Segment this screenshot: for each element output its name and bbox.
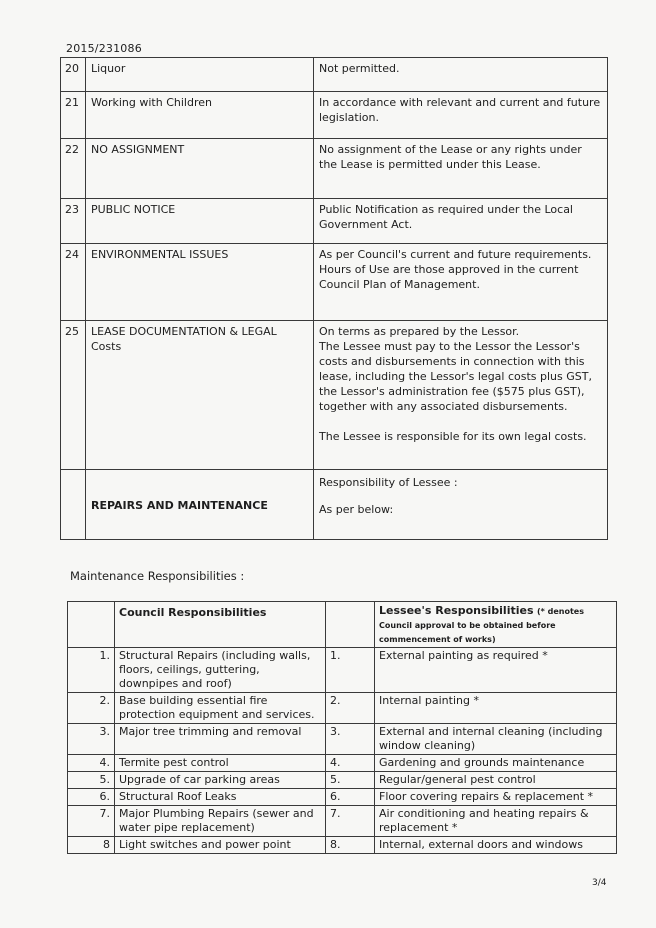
table-row [68, 806, 617, 837]
council-item: Upgrade of car parking areas [115, 772, 326, 789]
lessee-header-cell [375, 602, 617, 648]
item-title: NO ASSIGNMENT [86, 139, 314, 199]
item-number: 23 [61, 199, 86, 244]
item-number: 22 [61, 139, 86, 199]
item-title: LEASE DOCUMENTATION & LEGAL Costs [86, 321, 314, 470]
table-row [61, 321, 608, 470]
document-reference: 2015/231086 [66, 42, 142, 55]
lessee-item: Internal painting * [375, 693, 617, 724]
council-number: 3. [68, 724, 115, 755]
lessee-item: Air conditioning and heating repairs & replacement * [375, 806, 617, 837]
lessee-item: Gardening and grounds maintenance [375, 755, 617, 772]
table-row [68, 772, 617, 789]
item-title: ENVIRONMENTAL ISSUES [86, 244, 314, 321]
maintenance-heading: Maintenance Responsibilities : [70, 569, 245, 583]
repairs-line-2: As per below: [319, 503, 394, 516]
lessee-number: 2. [326, 693, 375, 724]
table-row [61, 470, 608, 540]
item-title: Liquor [86, 58, 314, 92]
item-detail: Public Notification as required under the Local Government Act. [314, 199, 608, 244]
item-detail: In accordance with relevant and current and future legislation. [314, 92, 608, 139]
council-number: 8 [68, 837, 115, 854]
item-number [61, 470, 86, 540]
council-item: Termite pest control [115, 755, 326, 772]
council-number: 6. [68, 789, 115, 806]
lessee-number: 1. [326, 648, 375, 693]
table-row [68, 837, 617, 854]
item-detail [314, 470, 608, 540]
council-number: 1. [68, 648, 115, 693]
table-row [68, 693, 617, 724]
item-number: 24 [61, 244, 86, 321]
council-item: Base building essential fire protection equipment and services. [115, 693, 326, 724]
table-row [61, 58, 608, 92]
lessee-number: 7. [326, 806, 375, 837]
lessee-item: Regular/general pest control [375, 772, 617, 789]
council-number: 4. [68, 755, 115, 772]
council-item: Structural Repairs (including walls, floors, ceilings, guttering, downpipes and roof) [115, 648, 326, 693]
header-blank-cell [68, 602, 115, 648]
council-item: Major Plumbing Repairs (sewer and water pipe replacement) [115, 806, 326, 837]
header-blank-cell [326, 602, 375, 648]
table-row [61, 244, 608, 321]
lessee-number: 5. [326, 772, 375, 789]
lessee-number: 4. [326, 755, 375, 772]
council-number: 7. [68, 806, 115, 837]
repairs-title: REPAIRS AND MAINTENANCE [91, 498, 268, 512]
page-number: 3/4 [592, 878, 607, 888]
item-detail: No assignment of the Lease or any rights under the Lease is permitted under this Lease. [314, 139, 608, 199]
item-detail: On terms as prepared by the Lessor. The Lessee must pay to the Lessor the Lessor's costs and disbursements in connection with this lease, including the Lessor's legal costs plus GST, the Lessor's administration fee ($575 plus GST), together with any associated disbursements. The Lessee is responsible for its own legal costs. [314, 321, 608, 470]
item-title: PUBLIC NOTICE [86, 199, 314, 244]
council-item: Light switches and power point [115, 837, 326, 854]
council-item: Structural Roof Leaks [115, 789, 326, 806]
council-item: Major tree trimming and removal [115, 724, 326, 755]
lessee-number: 3. [326, 724, 375, 755]
table-row [68, 755, 617, 772]
lessee-header-note: (* denotes Council approval to be obtained before commencement of works) [379, 607, 584, 644]
council-number: 2. [68, 693, 115, 724]
table-row [61, 92, 608, 139]
table-row [68, 648, 617, 693]
lessee-item: External painting as required * [375, 648, 617, 693]
table-row [61, 199, 608, 244]
lessee-header: Lessee's Responsibilities [379, 604, 534, 617]
item-title: Working with Children [86, 92, 314, 139]
item-detail: Not permitted. [314, 58, 608, 92]
item-title [86, 470, 314, 540]
lessee-number: 8. [326, 837, 375, 854]
lessee-item: External and internal cleaning (including window cleaning) [375, 724, 617, 755]
lessee-item: Floor covering repairs & replacement * [375, 789, 617, 806]
item-number: 21 [61, 92, 86, 139]
council-header: Council Responsibilities [115, 602, 326, 648]
item-detail: As per Council's current and future requirements. Hours of Use are those approved in the current Council Plan of Management. [314, 244, 608, 321]
table-header-row [68, 602, 617, 648]
lease-terms-table [60, 57, 608, 540]
table-row [68, 789, 617, 806]
lessee-item: Internal, external doors and windows [375, 837, 617, 854]
maintenance-table [67, 601, 617, 854]
council-number: 5. [68, 772, 115, 789]
repairs-line-1: Responsibility of Lessee : [319, 476, 458, 489]
item-number: 25 [61, 321, 86, 470]
table-row [61, 139, 608, 199]
lessee-number: 6. [326, 789, 375, 806]
table-row [68, 724, 617, 755]
item-number: 20 [61, 58, 86, 92]
